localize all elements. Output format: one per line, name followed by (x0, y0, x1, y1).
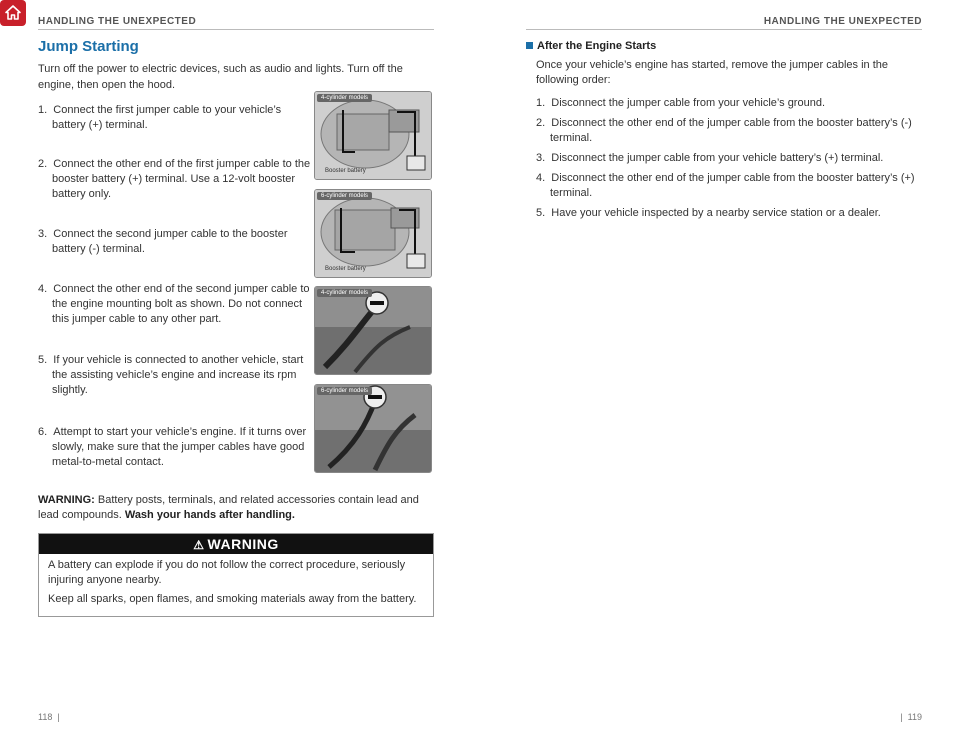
figure-tag: 4-cylinder models (317, 94, 372, 102)
page-number-right: | 119 (900, 712, 922, 722)
warning-heading-text: WARNING (207, 536, 279, 552)
ground-bolt-illustration (315, 287, 431, 374)
figure-tag: 4-cylinder models (317, 289, 372, 297)
warning-label: WARNING: (38, 494, 95, 506)
warning-note-bold: Wash your hands after handling. (124, 509, 295, 521)
figure-caption: Booster battery (325, 168, 366, 174)
lead-warning-note (38, 493, 434, 523)
warning-paragraph-2: Keep all sparks, open flames, and smoking materials away from the battery. (48, 593, 417, 605)
page-number-left: 118 | (38, 712, 60, 722)
section-title: Jump Starting (38, 38, 139, 55)
disconnect-step-1: 1. Disconnect the jumper cable from your vehicle’s ground. (536, 97, 825, 109)
warning-triangle-icon: ⚠ (193, 538, 205, 552)
disconnect-step-3: 3. Disconnect the jumper cable from your vehicle battery’s (+) terminal. (536, 152, 884, 164)
step-3: 3. Connect the second jumper cable to the booster battery (-) terminal. (38, 228, 288, 255)
figure-tag: 6-cylinder models (317, 192, 372, 200)
disconnect-steps (536, 96, 926, 221)
disconnect-step-5: 5. Have your vehicle inspected by a nearby service station or a dealer. (536, 207, 881, 219)
ground-bolt-illustration (315, 385, 431, 472)
right-page (526, 36, 926, 226)
left-page (38, 36, 434, 617)
step-2: 2. Connect the other end of the first jumper cable to the booster battery (+) terminal. Use a 12-volt booster battery only. (38, 158, 311, 200)
step-4: 4. Connect the other end of the second jumper cable to the engine mounting bolt as shown. Do not connect this jumper cable to any other part. (38, 283, 310, 325)
warning-heading (39, 534, 433, 554)
after-intro-text: Once your vehicle’s engine has started, remove the jumper cables in the following order: (536, 59, 888, 86)
step-1: 1. Connect the first jumper cable to your vehicle’s battery (+) terminal. (38, 104, 282, 131)
warning-paragraph-1: A battery can explode if you do not follow the correct procedure, seriously injuring anyone nearby. (48, 559, 406, 586)
engine-bay-illustration (315, 92, 431, 179)
after-engine-starts-title: After the Engine Starts (537, 40, 657, 52)
after-engine-starts-heading (526, 40, 926, 52)
step-5: 5. If your vehicle is connected to another vehicle, start the assisting vehicle’s engine and increase its rpm slightly. (38, 354, 304, 396)
home-icon (4, 4, 22, 22)
header-left-title: HANDLING THE UNEXPECTED (38, 16, 197, 27)
warning-body (39, 554, 433, 616)
ground-bolt-figure-6cyl (314, 384, 432, 473)
warning-note-text: Battery posts, terminals, and related accessories contain lead and lead compounds. (38, 494, 419, 521)
ground-bolt-figure-4cyl (314, 286, 432, 375)
engine-bay-illustration (315, 190, 431, 277)
step-6: 6. Attempt to start your vehicle’s engine. If it turns over slowly, make sure that the jumper cables have good metal-to-metal contact. (38, 426, 307, 468)
jump-start-steps (38, 95, 434, 483)
intro-text: Turn off the power to electric devices, such as audio and lights. Turn off the engine, then open the hood. (38, 63, 403, 91)
figure-tag: 6-cylinder models (317, 387, 372, 395)
home-button[interactable] (0, 0, 26, 26)
engine-figure-4cyl (314, 91, 432, 180)
disconnect-step-4: 4. Disconnect the other end of the jumper cable from the booster battery’s (+) terminal. (536, 172, 915, 199)
engine-figure-6cyl (314, 189, 432, 278)
header-right-title: HANDLING THE UNEXPECTED (763, 16, 922, 27)
disconnect-step-2: 2. Disconnect the other end of the jumper cable from the booster battery’s (-) terminal. (536, 117, 912, 144)
header-divider-right (526, 29, 922, 30)
warning-box (38, 533, 434, 617)
bullet-square-icon (526, 42, 533, 49)
header-divider-left (38, 29, 434, 30)
figure-caption: Booster battery (325, 266, 366, 272)
